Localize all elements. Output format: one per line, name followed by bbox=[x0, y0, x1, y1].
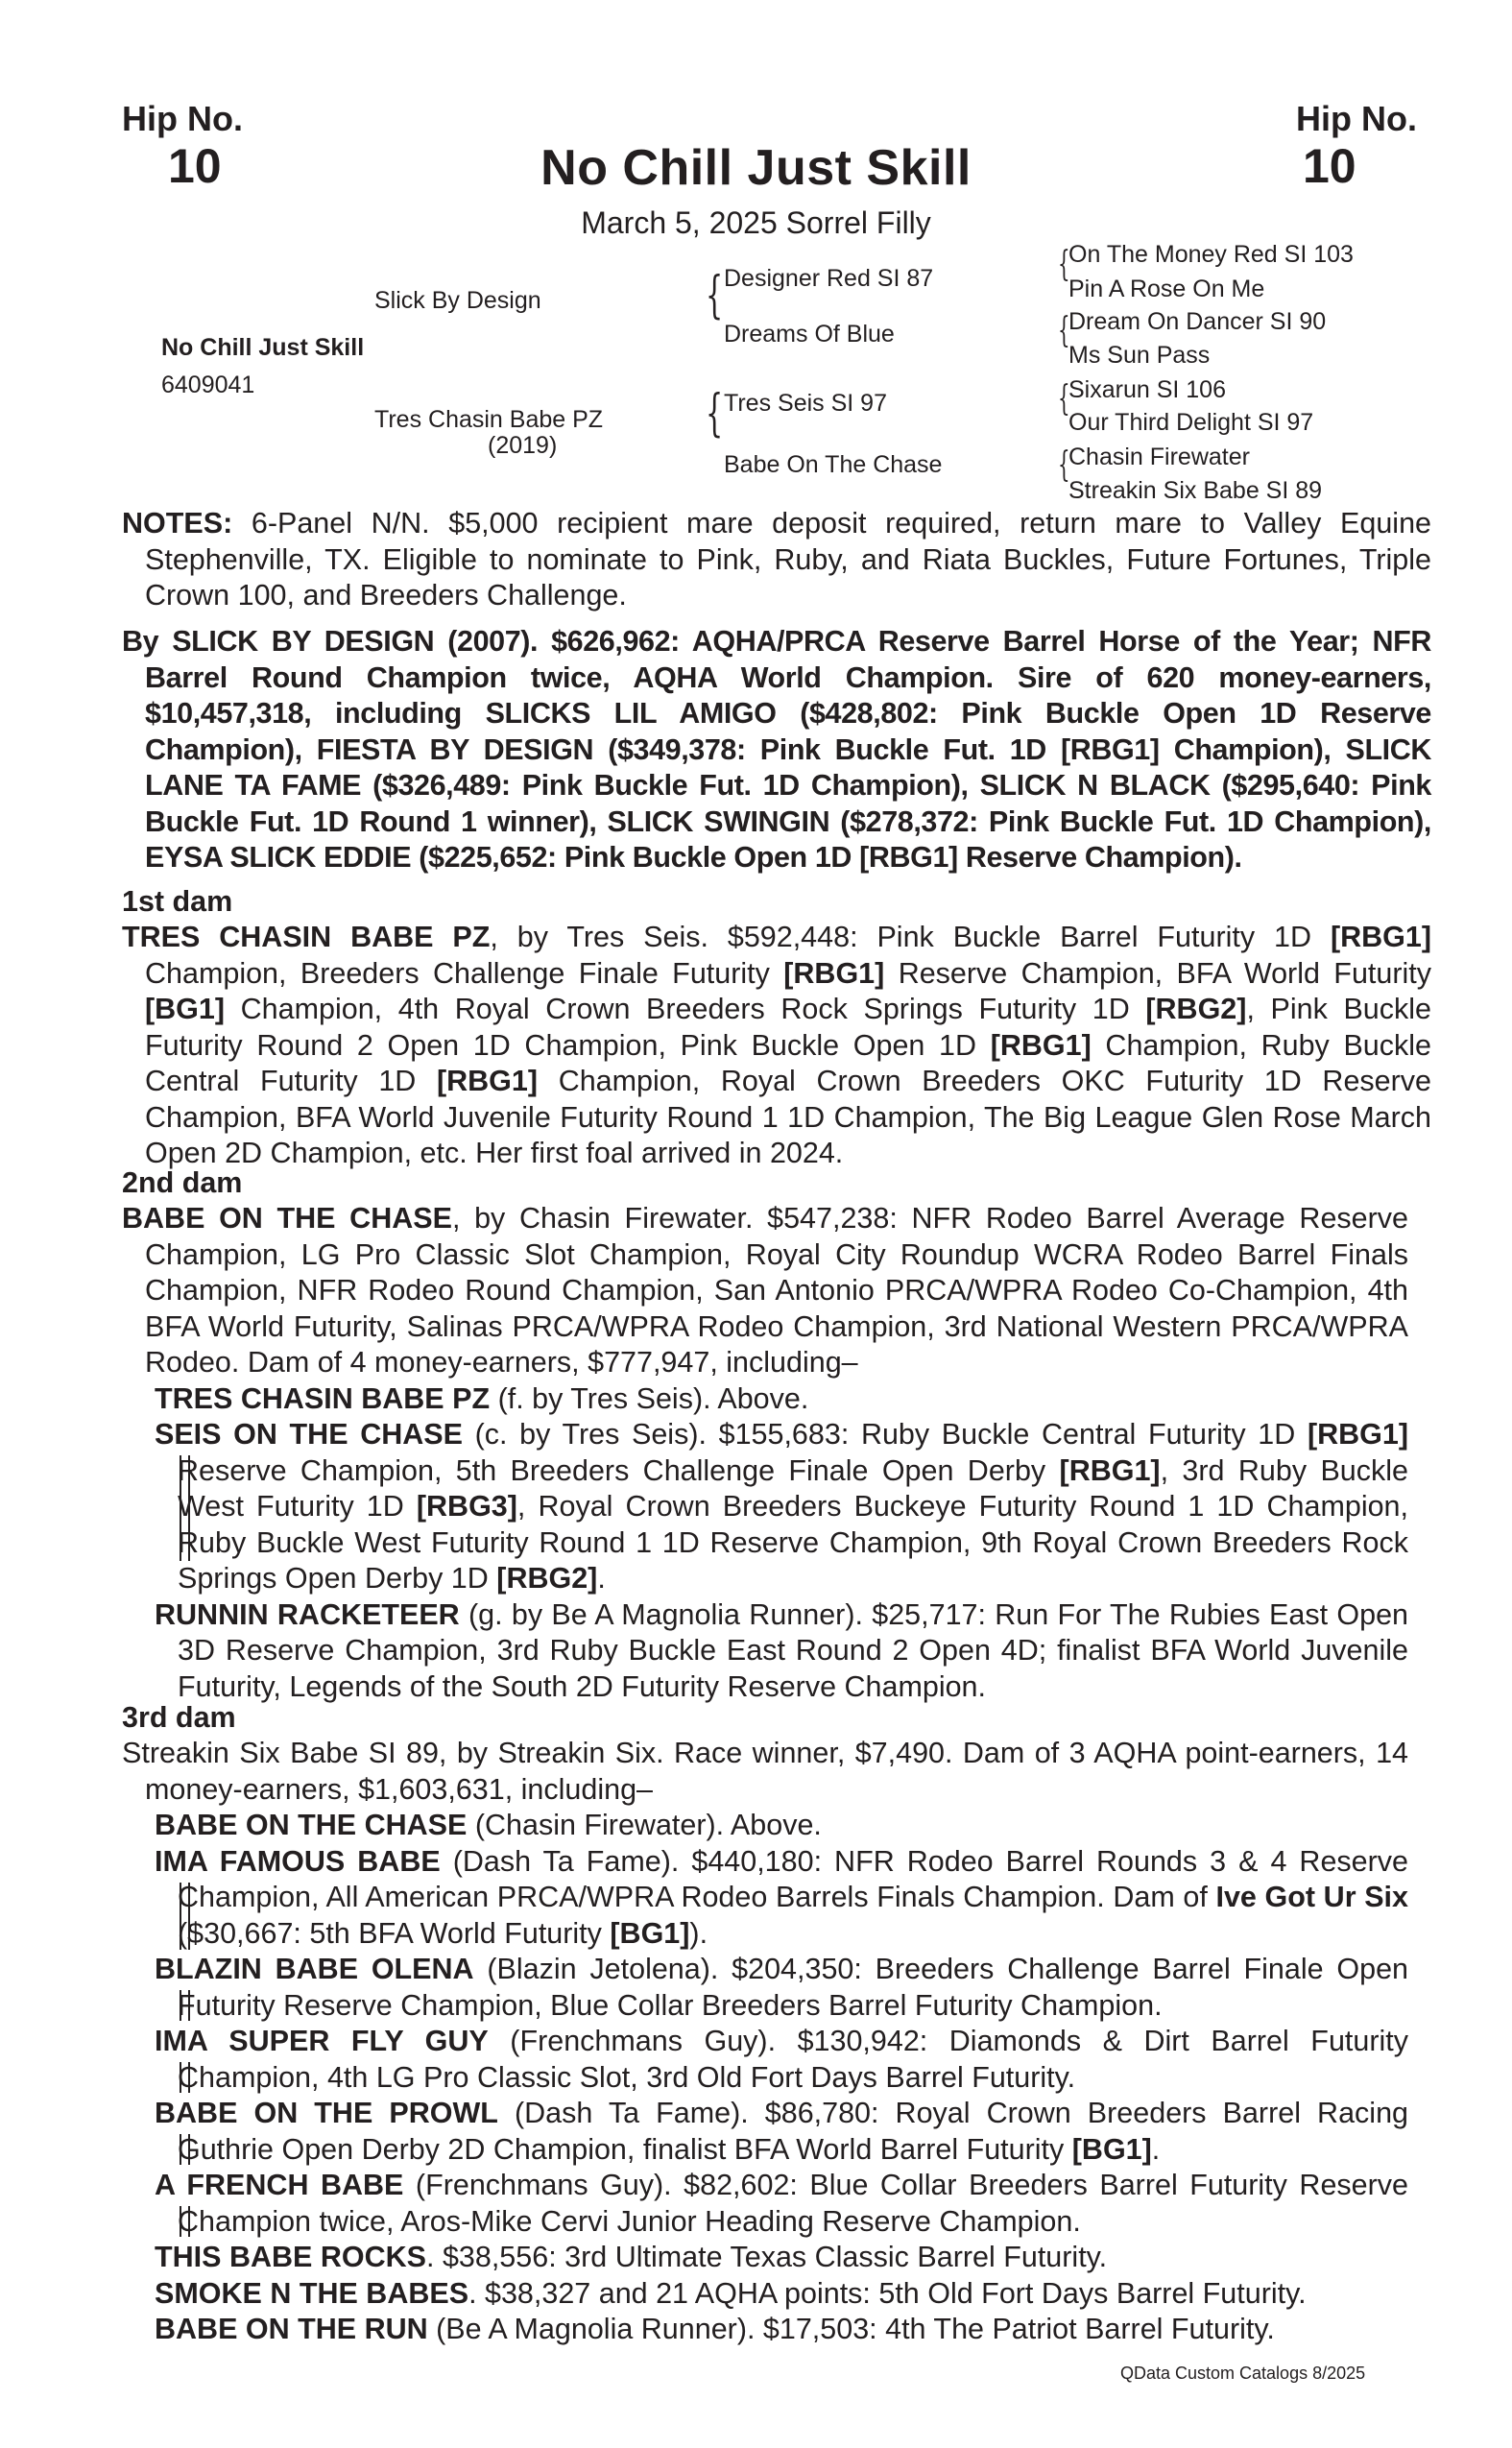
first-dam-heading: 1st dam bbox=[122, 885, 233, 918]
offspring-text: . $38,556: 3rd Ultimate Texas Classic Barrel Futurity. bbox=[426, 2241, 1108, 2273]
brace-icon: { bbox=[1058, 445, 1070, 485]
offspring-text: (Dash Ta Fame). $440,180: NFR Rodeo Barrel Rounds 3 & 4 Reserve Champion, All American PRCA/WPRA Rodeo Barrels Finals Champion. Dam of bbox=[178, 1844, 1409, 1913]
grade-tag: [BG1] bbox=[145, 993, 226, 1025]
offspring-entry bbox=[122, 1844, 1408, 1953]
offspring-text: . $38,327 and 21 AQHA points: 5th Old Fort Days Barrel Futurity. bbox=[468, 2276, 1307, 2310]
third-dam-section bbox=[122, 1736, 1408, 2348]
offspring-entry bbox=[122, 1597, 1408, 1706]
first-dam-text: Champion, Breeders Challenge Finale Futurity bbox=[145, 956, 784, 990]
brace-icon: { bbox=[706, 385, 724, 443]
pedigree-ggs-7: Chasin Firewater bbox=[1068, 444, 1250, 470]
page-subtitle: March 5, 2025 Sorrel Filly bbox=[581, 205, 931, 240]
pedigree-dam-sire: Tres Seis SI 97 bbox=[724, 390, 887, 417]
notes-paragraph bbox=[122, 506, 1431, 614]
hip-label-left: Hip No. bbox=[122, 99, 243, 138]
hip-number-left: 10 bbox=[168, 139, 222, 193]
grade-tag: [RBG1] bbox=[783, 956, 885, 990]
first-dam-name: TRES CHASIN BABE PZ bbox=[122, 921, 491, 953]
grade-tag: [BG1] bbox=[610, 1916, 690, 1950]
offspring-entry bbox=[122, 2276, 1408, 2313]
grade-tag: [RBG1] bbox=[1307, 1418, 1409, 1451]
grade-tag: [RBG1] bbox=[990, 1028, 1092, 1062]
footer-credit: QData Custom Catalogs 8/2025 bbox=[1120, 2364, 1366, 2383]
offspring-name: IMA SUPER FLY GUY bbox=[155, 2025, 489, 2057]
first-dam-text: Reserve Champion, BFA World Futurity bbox=[884, 956, 1431, 990]
grade-tag: [RBG1] bbox=[436, 1065, 539, 1097]
offspring-entry bbox=[122, 1417, 1408, 1597]
offspring-name: BABE ON THE CHASE bbox=[155, 1809, 468, 1841]
pedigree-ggs-6: Our Third Delight SI 97 bbox=[1068, 409, 1314, 436]
offspring-text: (f. by Tres Seis). Above. bbox=[490, 1381, 809, 1415]
double-bar-icon bbox=[180, 1990, 190, 2021]
hip-label-right: Hip No. bbox=[1296, 99, 1417, 138]
offspring-name: SMOKE N THE BABES bbox=[155, 2276, 469, 2310]
offspring-text: , 3rd Ruby Buckle West Futurity 1D bbox=[178, 1453, 1408, 1523]
offspring-text: . bbox=[597, 1562, 606, 1595]
pedigree-sire-sire: Designer Red SI 87 bbox=[724, 265, 934, 292]
offspring-name: BABE ON THE RUN bbox=[155, 2313, 428, 2345]
third-dam-paragraph: Streakin Six Babe SI 89, by Streakin Six. Race winner, $7,490. Dam of 3 AQHA point-earners, 14 money-earners, $1,603,631, including– bbox=[122, 1737, 1408, 1806]
second-dam-section bbox=[122, 1201, 1408, 1705]
offspring-text: (g. by Be A Magnolia Runner). $25,717: Run For The Rubies East Open 3D Reserve Champion, 3rd Ruby Buckle East Round 2 Open 4D; finalist BFA World Juvenile Futurity, Legends of the South 2D Futurity Reserve Champion. bbox=[178, 1597, 1408, 1703]
offspring-name: BLAZIN BABE OLENA bbox=[155, 1953, 474, 1985]
offspring-text: (Dash Ta Fame). $86,780: Royal Crown Breeders Barrel Racing Guthrie Open Derby 2D Champion, finalist BFA World Barrel Futurity bbox=[178, 2097, 1408, 2166]
offspring-text: (Frenchmans Guy). $82,602: Blue Collar Breeders Barrel Futurity Reserve Champion twice, Aros-Mike Cervi Junior Heading Reserve Champion. bbox=[178, 2169, 1408, 2238]
offspring-name: BABE ON THE PROWL bbox=[155, 2097, 498, 2129]
offspring-name: SEIS ON THE CHASE bbox=[155, 1418, 463, 1451]
third-dam-heading: 3rd dam bbox=[122, 1701, 236, 1734]
offspring-entry bbox=[122, 1381, 1408, 1418]
pedigree-ggs-3: Dream On Dancer SI 90 bbox=[1068, 308, 1327, 335]
grade-tag: [BG1] bbox=[1071, 2132, 1152, 2166]
offspring-sub-name: Ive Got Ur Six bbox=[1215, 1881, 1408, 1913]
offspring-name: A FRENCH BABE bbox=[155, 2169, 404, 2201]
pedigree-horse-name: No Chill Just Skill bbox=[161, 334, 365, 361]
offspring-text: , Royal Crown Breeders Buckeye Futurity Round 1 1D Champion, Ruby Buckle West Futurity Round 1 1D Reserve Champion, 9th Royal Crown Breeders Rock Springs Open Derby 1D bbox=[178, 1490, 1408, 1595]
double-bar-icon bbox=[180, 2062, 190, 2093]
pedigree-sire-dam: Dreams Of Blue bbox=[724, 321, 895, 348]
offspring-text: ). bbox=[689, 1916, 708, 1950]
pedigree-ggs-5: Sixarun SI 106 bbox=[1068, 376, 1226, 403]
pedigree-ggs-4: Ms Sun Pass bbox=[1068, 342, 1211, 369]
pedigree-dam: Tres Chasin Babe PZ bbox=[374, 406, 604, 433]
pedigree-ggs-1: On The Money Red SI 103 bbox=[1068, 241, 1354, 268]
pedigree-sire: Slick By Design bbox=[374, 287, 541, 314]
first-dam-text: Champion, 4th Royal Crown Breeders Rock Springs Futurity 1D bbox=[225, 993, 1146, 1025]
brace-icon: { bbox=[1058, 245, 1070, 284]
pedigree-ggs-2: Pin A Rose On Me bbox=[1068, 276, 1265, 302]
double-bar-icon bbox=[180, 1883, 190, 1950]
pedigree-reg-number: 6409041 bbox=[161, 372, 255, 398]
first-dam-text: Champion, Ruby Buckle Central Futurity 1D bbox=[145, 1028, 1431, 1097]
double-bar-icon bbox=[180, 2206, 190, 2237]
first-dam-text: , by Tres Seis. $592,448: Pink Buckle Barrel Futurity 1D bbox=[490, 921, 1331, 953]
offspring-text: . bbox=[1151, 2132, 1161, 2166]
offspring-entry bbox=[122, 2024, 1408, 2096]
offspring-name: THIS BABE ROCKS bbox=[155, 2241, 426, 2273]
pedigree-dam-dam: Babe On The Chase bbox=[724, 451, 943, 478]
offspring-entry bbox=[122, 1808, 1408, 1844]
grade-tag: [RBG1] bbox=[1059, 1453, 1161, 1487]
pedigree-dam-year: (2019) bbox=[488, 432, 558, 459]
offspring-text: (c. by Tres Seis). $155,683: Ruby Buckle Central Futurity 1D bbox=[462, 1418, 1308, 1451]
offspring-entry bbox=[122, 2168, 1408, 2240]
brace-icon: { bbox=[1058, 379, 1070, 419]
offspring-text: Reserve Champion, 5th Breeders Challenge Finale Open Derby bbox=[178, 1453, 1060, 1487]
grade-tag: [RBG1] bbox=[1330, 921, 1431, 953]
first-dam-paragraph bbox=[122, 920, 1431, 1172]
offspring-name: IMA FAMOUS BABE bbox=[155, 1844, 441, 1878]
brace-icon: { bbox=[706, 267, 724, 324]
offspring-entry bbox=[122, 1952, 1408, 2024]
offspring-name: RUNNIN RACKETEER bbox=[155, 1597, 460, 1631]
first-dam-text: , Pink Buckle Futurity Round 2 Open 1D Champion, Pink Buckle Open 1D bbox=[145, 993, 1431, 1062]
offspring-name: TRES CHASIN BABE PZ bbox=[155, 1381, 491, 1415]
offspring-entry bbox=[122, 2096, 1408, 2168]
second-dam-text: , by Chasin Firewater. $547,238: NFR Rodeo Barrel Average Reserve Champion, LG Pro Classic Slot Champion, Royal City Roundup WCRA Rodeo Barrel Finals Champion, NFR Rodeo Round Champion, San Antonio PRCA/WPRA Rodeo Co-Champion, 4th BFA World Futurity, Salinas PRCA/WPRA Rodeo Champion, 3rd National Western PRCA/WPRA Rodeo. Dam of 4 money-earners, $777,947, including– bbox=[145, 1202, 1408, 1379]
page-title: No Chill Just Skill bbox=[540, 140, 972, 196]
offspring-text: (Be A Magnolia Runner). $17,503: 4th The Patriot Barrel Futurity. bbox=[427, 2313, 1275, 2345]
double-bar-icon bbox=[180, 1455, 190, 1561]
grade-tag: [RBG2] bbox=[496, 1562, 598, 1595]
offspring-entry bbox=[122, 2312, 1408, 2348]
pedigree-ggs-8: Streakin Six Babe SI 89 bbox=[1068, 477, 1323, 504]
offspring-entry bbox=[122, 2240, 1408, 2276]
second-dam-paragraph bbox=[122, 1201, 1408, 1381]
second-dam-heading: 2nd dam bbox=[122, 1166, 243, 1199]
offspring-text: (Frenchmans Guy). $130,942: Diamonds & Dirt Barrel Futurity Champion, 4th LG Pro Classic Slot, 3rd Old Fort Days Barrel Futurity. bbox=[178, 2025, 1408, 2094]
grade-tag: [RBG2] bbox=[1145, 993, 1247, 1025]
offspring-text: (Blazin Jetolena). $204,350: Breeders Challenge Barrel Finale Open Futurity Reserve Champion, Blue Collar Breeders Barrel Futurity Champion. bbox=[178, 1953, 1408, 2022]
second-dam-name: BABE ON THE CHASE bbox=[122, 1202, 452, 1235]
sire-paragraph: By SLICK BY DESIGN (2007). $626,962: AQHA/PRCA Reserve Barrel Horse of the Year; NFR Barrel Round Champion twice, AQHA World Champion. Sire of 620 money-earners, $10,457,318, including SLICKS LIL AMIGO ($428,802: Pink Buckle Open 1D Reserve Champion), FIESTA BY DESIGN ($349,378: Pink Buckle Fut. 1D [RBG1] Champion), SLICK LANE TA FAME ($326,489: Pink Buckle Fut. 1D Champion), SLICK N BLACK ($295,640: Pink Buckle Fut. 1D Round 1 winner), SLICK SWINGIN ($278,372: Pink Buckle Fut. 1D Champion), EYSA SLICK EDDIE ($225,652: Pink Buckle Open 1D [RBG1] Reserve Champion). bbox=[122, 625, 1431, 874]
first-dam-text: Champion, Royal Crown Breeders OKC Futurity 1D Reserve Champion, BFA World Juvenile Futurity Round 1 1D Champion, The Big League Glen Rose March Open 2D Champion, etc. Her first foal arrived in 2024. bbox=[145, 1065, 1431, 1169]
notes-label: NOTES: bbox=[122, 507, 233, 540]
offspring-text: ($30,667: 5th BFA World Futurity bbox=[178, 1916, 611, 1950]
double-bar-icon bbox=[180, 2134, 190, 2165]
offspring-text: (Chasin Firewater). Above. bbox=[467, 1809, 822, 1841]
grade-tag: [RBG3] bbox=[416, 1490, 517, 1523]
notes-text: 6-Panel N/N. $5,000 recipient mare deposit required, return mare to Valley Equine Stephenville, TX. Eligible to nominate to Pink, Ruby, and Riata Buckles, Future Fortunes, Triple Crown 100, and Breeders Challenge. bbox=[145, 507, 1431, 612]
brace-icon: { bbox=[1058, 311, 1070, 350]
hip-number-right: 10 bbox=[1303, 139, 1356, 193]
